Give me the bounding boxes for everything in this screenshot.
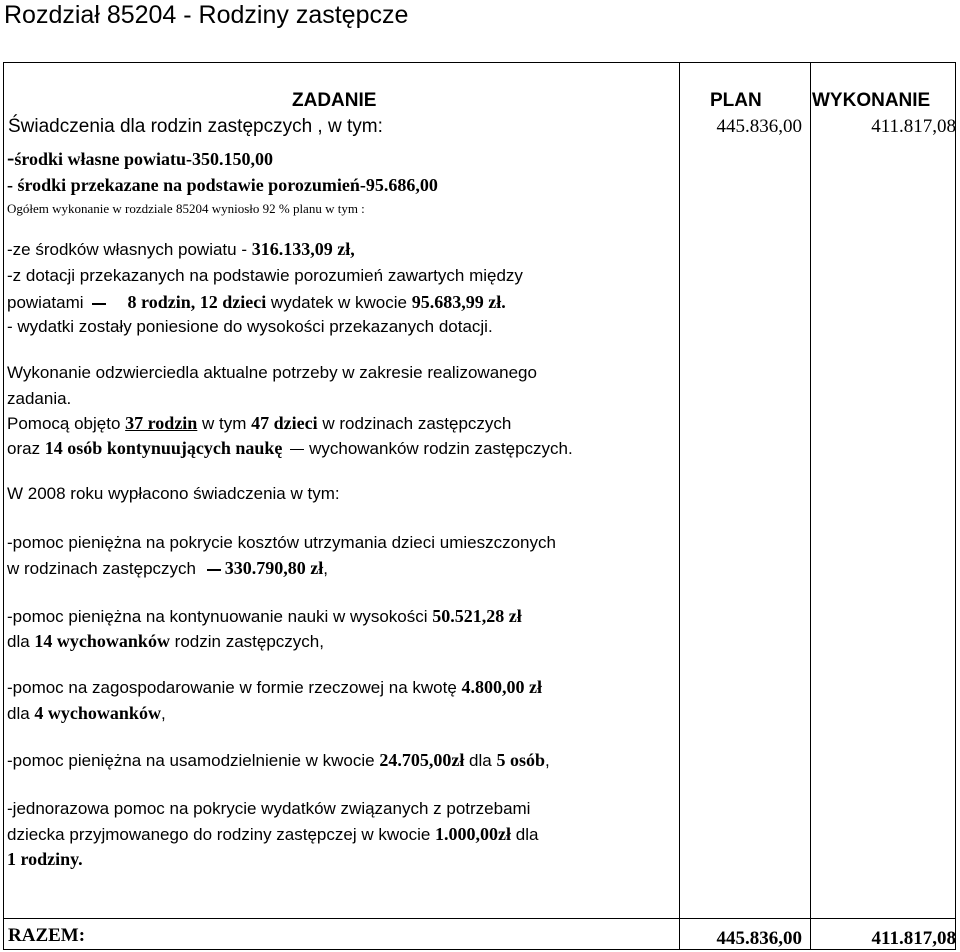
main-row-plan: 445.836,00 xyxy=(716,116,802,137)
total-row-divider xyxy=(4,918,955,919)
column-divider-execution xyxy=(810,63,811,949)
reflects-line-1: Wykonanie odzwierciedla aktualne potrzeby w zakresie realizowanego xyxy=(7,363,537,382)
aid5-line-3: 1 rodziny. xyxy=(7,849,83,869)
aid3-line-1: -pomoc na zagospodarowanie w formie rzeczowej na kwotę 4.800,00 zł xyxy=(7,677,543,697)
total-plan: 445.836,00 xyxy=(716,928,802,949)
aid1-line-1: -pomoc pieniężna na pokrycie kosztów utrzymania dzieci umieszczonych xyxy=(7,533,556,552)
county-funds-line: -ze środków własnych powiatu - 316.133,09 zł, xyxy=(7,239,355,259)
aid4-line: -pomoc pieniężna na usamodzielnienie w kwocie 24.705,00zł dla 5 osób, xyxy=(7,750,550,770)
header-plan: PLAN xyxy=(710,90,762,111)
aid5-line-1: -jednorazowa pomoc na pokrycie wydatków związanych z potrzebami xyxy=(7,799,531,818)
header-execution: WYKONANIE xyxy=(812,90,931,111)
column-divider-plan xyxy=(679,63,680,949)
header-task: ZADANIE xyxy=(292,90,377,111)
total-label: RAZEM: xyxy=(8,925,86,946)
reflects-line-2: zadania. xyxy=(7,389,72,408)
main-row-execution: 411.817,08 xyxy=(871,116,956,137)
year-paid-line: W 2008 roku wypłacono świadczenia w tym: xyxy=(7,484,340,503)
total-execution: 411.817,08 xyxy=(871,928,956,949)
main-row-label: Świadczenia dla rodzin zastępczych , w tym: xyxy=(8,116,383,137)
grants-line-2: powiatami 8 rodzin, 12 dzieci wydatek w kwocie 95.683,99 zł. xyxy=(7,292,506,312)
aid2-line-1: -pomoc pieniężna na kontynuowanie nauki w wysokości 50.521,28 zł xyxy=(7,606,522,626)
grants-line-3: - wydatki zostały poniesione do wysokości przekazanych dotacji. xyxy=(7,317,493,336)
total-execution-line: Ogółem wykonanie w rozdziale 85204 wyniosło 92 % planu w tym : xyxy=(7,201,365,216)
aid3-line-2: dla 4 wychowanków, xyxy=(7,703,166,723)
aid2-line-2: dla 14 wychowanków rodzin zastępczych, xyxy=(7,631,324,651)
transferred-funds-line: - środki przekazane na podstawie porozumień-95.686,00 xyxy=(7,175,438,195)
page-title: Rozdział 85204 - Rodziny zastępcze xyxy=(4,1,409,29)
grants-line-1: -z dotacji przekazanych na podstawie porozumień zawartych między xyxy=(7,266,523,285)
aid1-line-2: w rodzinach zastępczych 330.790,80 zł, xyxy=(7,558,328,578)
aid5-line-2: dziecka przyjmowanego do rodziny zastępczej w kwocie 1.000,00zł dla xyxy=(7,824,539,844)
own-funds-line: -środki własne powiatu-350.150,00 xyxy=(7,145,274,170)
continuing-line: oraz 14 osób kontynuujących naukę wychowanków rodzin zastępczych. xyxy=(7,438,573,458)
covered-line: Pomocą objęto 37 rodzin w tym 47 dzieci w rodzinach zastępczych xyxy=(7,413,512,433)
